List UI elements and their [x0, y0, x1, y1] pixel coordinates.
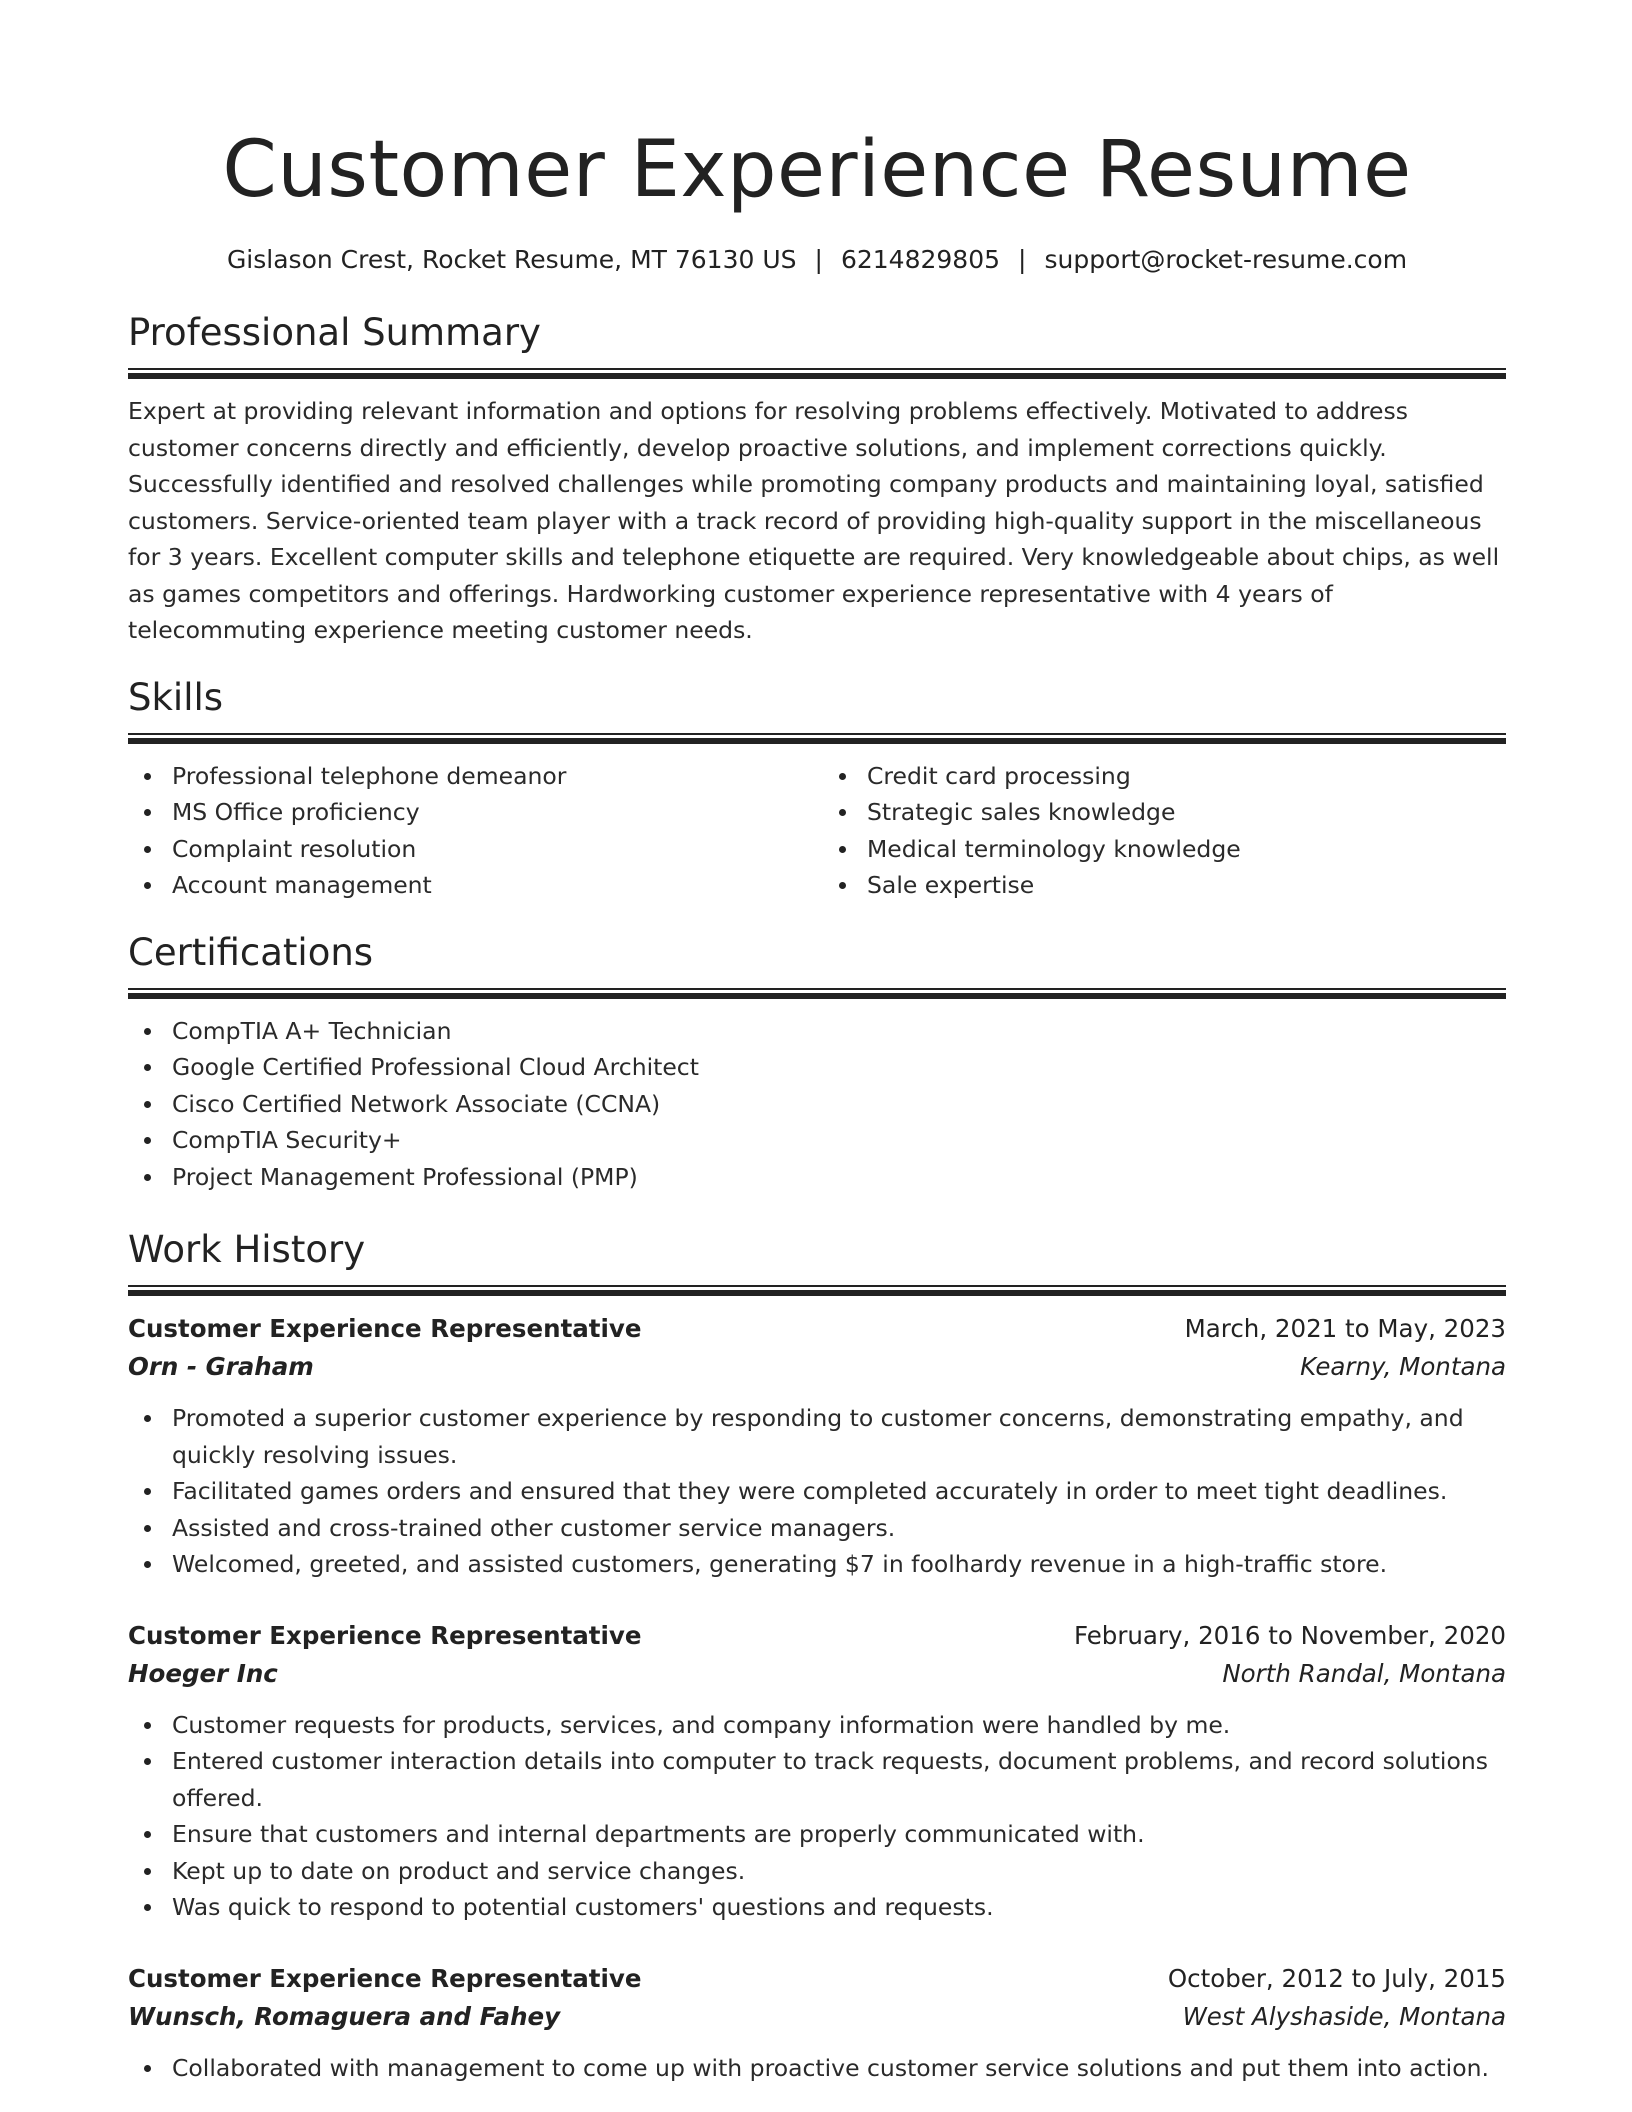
skill-item: MS Office proficiency: [172, 794, 817, 831]
job-entry: [128, 1960, 1506, 2087]
job-duty-item: Facilitated games orders and ensured that they were completed accurately in order to meet tight deadlines.: [172, 1473, 1506, 1510]
job-company-row: [128, 1998, 1506, 2036]
skills-heading: Skills: [128, 675, 224, 719]
certification-item: Google Certified Professional Cloud Architect: [172, 1049, 1506, 1086]
job-duty-item: Customer requests for products, services, and company information were handled by me.: [172, 1707, 1506, 1744]
skill-item: Sale expertise: [867, 867, 1506, 904]
job-duties-list: [128, 1400, 1506, 1583]
job-duty-item: Entered customer interaction details into computer to track requests, document problems, and record solutions offered.: [172, 1743, 1506, 1816]
resume-page: [128, 120, 1506, 2086]
job-dates: February, 2016 to November, 2020: [1073, 1620, 1506, 1650]
summary-heading: Professional Summary: [128, 311, 541, 354]
job-header-row: [128, 1617, 1506, 1655]
contact-address: Gislason Crest, Rocket Resume, MT 76130 US: [226, 245, 797, 274]
job-company: Hoeger Inc: [128, 1658, 278, 1688]
section-divider: [128, 368, 1506, 379]
skill-item: Credit card processing: [867, 758, 1506, 795]
contact-separator: |: [814, 245, 823, 274]
job-duties-list: [128, 2050, 1506, 2087]
job-header-row: [128, 1310, 1506, 1348]
job-company-row: [128, 1655, 1506, 1693]
job-dates: March, 2021 to May, 2023: [1184, 1314, 1506, 1343]
job-dates: October, 2012 to July, 2015: [1167, 1963, 1506, 1993]
section-divider: [128, 1285, 1506, 1296]
job-duty-item: Promoted a superior customer experience by responding to customer concerns, demonstrating empathy, and quickly resolving issues.: [172, 1400, 1506, 1473]
certifications-list: [128, 1013, 1506, 1196]
section-divider: [128, 733, 1506, 744]
summary-section: [128, 310, 1506, 649]
skills-grid: [128, 758, 1506, 904]
job-duty-item: Kept up to date on product and service changes.: [172, 1853, 1506, 1890]
job-location: Kearny, Montana: [1300, 1352, 1506, 1381]
certification-item: CompTIA Security+: [172, 1122, 1506, 1159]
certification-item: CompTIA A+ Technician: [172, 1013, 1506, 1050]
job-duties-list: [128, 1707, 1506, 1926]
certification-item: Project Management Professional (PMP): [172, 1159, 1506, 1196]
job-title: Customer Experience Representative: [128, 1620, 642, 1650]
skills-list-right: [817, 758, 1506, 904]
job-duty-item: Ensure that customers and internal departments are properly communicated with.: [172, 1816, 1506, 1853]
certifications-section: [128, 930, 1506, 1196]
job-title: Customer Experience Representative: [128, 1314, 642, 1343]
certifications-heading: Certifications: [128, 930, 374, 974]
contact-line: [128, 244, 1506, 276]
work-history-heading: Work History: [128, 1228, 366, 1271]
section-divider: [128, 988, 1506, 999]
skill-item: Professional telephone demeanor: [172, 758, 817, 795]
contact-phone: 6214829805: [840, 245, 1001, 274]
job-company-row: [128, 1348, 1506, 1386]
resume-title: Customer Experience Resume: [222, 125, 1412, 215]
job-company: Orn - Graham: [128, 1352, 314, 1381]
skills-list-left: [128, 758, 817, 904]
job-duty-item: Collaborated with management to come up with proactive customer service solutions and put them into action.: [172, 2050, 1506, 2087]
work-history-section: [128, 1227, 1506, 2086]
job-location: North Randal, Montana: [1222, 1658, 1506, 1688]
job-entry: [128, 1310, 1506, 1583]
job-location: West Alyshaside, Montana: [1182, 2001, 1506, 2031]
job-company: Wunsch, Romaguera and Fahey: [128, 2001, 561, 2031]
skills-section: [128, 675, 1506, 904]
summary-text: Expert at providing relevant information and options for resolving problems effectively. Motivated to address customer concerns directly and efficiently, develop proactive solutions, and implement corrections quickly. Successfully identified and resolved challenges while promoting company products and maintaining loyal, satisfied customers. Service-oriented team player with a track record of providing high-quality support in the miscellaneous for 3 years. Excellent computer skills and telephone etiquette are required. Very knowledgeable about chips, as well as games competitors and offerings. Hardworking customer experience representative with 4 years of telecommuting experience meeting customer needs.: [128, 397, 1500, 644]
job-duty-item: Assisted and cross-trained other customer service managers.: [172, 1510, 1506, 1547]
skill-item: Complaint resolution: [172, 831, 817, 868]
job-title: Customer Experience Representative: [128, 1963, 642, 1993]
certification-item: Cisco Certified Network Associate (CCNA): [172, 1086, 1506, 1123]
job-duty-item: Welcomed, greeted, and assisted customers, generating $7 in foolhardy revenue in a high-traffic store.: [172, 1546, 1506, 1583]
job-duty-item: Was quick to respond to potential customers' questions and requests.: [172, 1889, 1506, 1926]
job-entry: [128, 1617, 1506, 1926]
skill-item: Strategic sales knowledge: [867, 794, 1506, 831]
skill-item: Medical terminology knowledge: [867, 831, 1506, 868]
skill-item: Account management: [172, 867, 817, 904]
contact-separator: |: [1018, 245, 1027, 274]
contact-email: support@rocket-resume.com: [1044, 245, 1408, 274]
job-header-row: [128, 1960, 1506, 1998]
